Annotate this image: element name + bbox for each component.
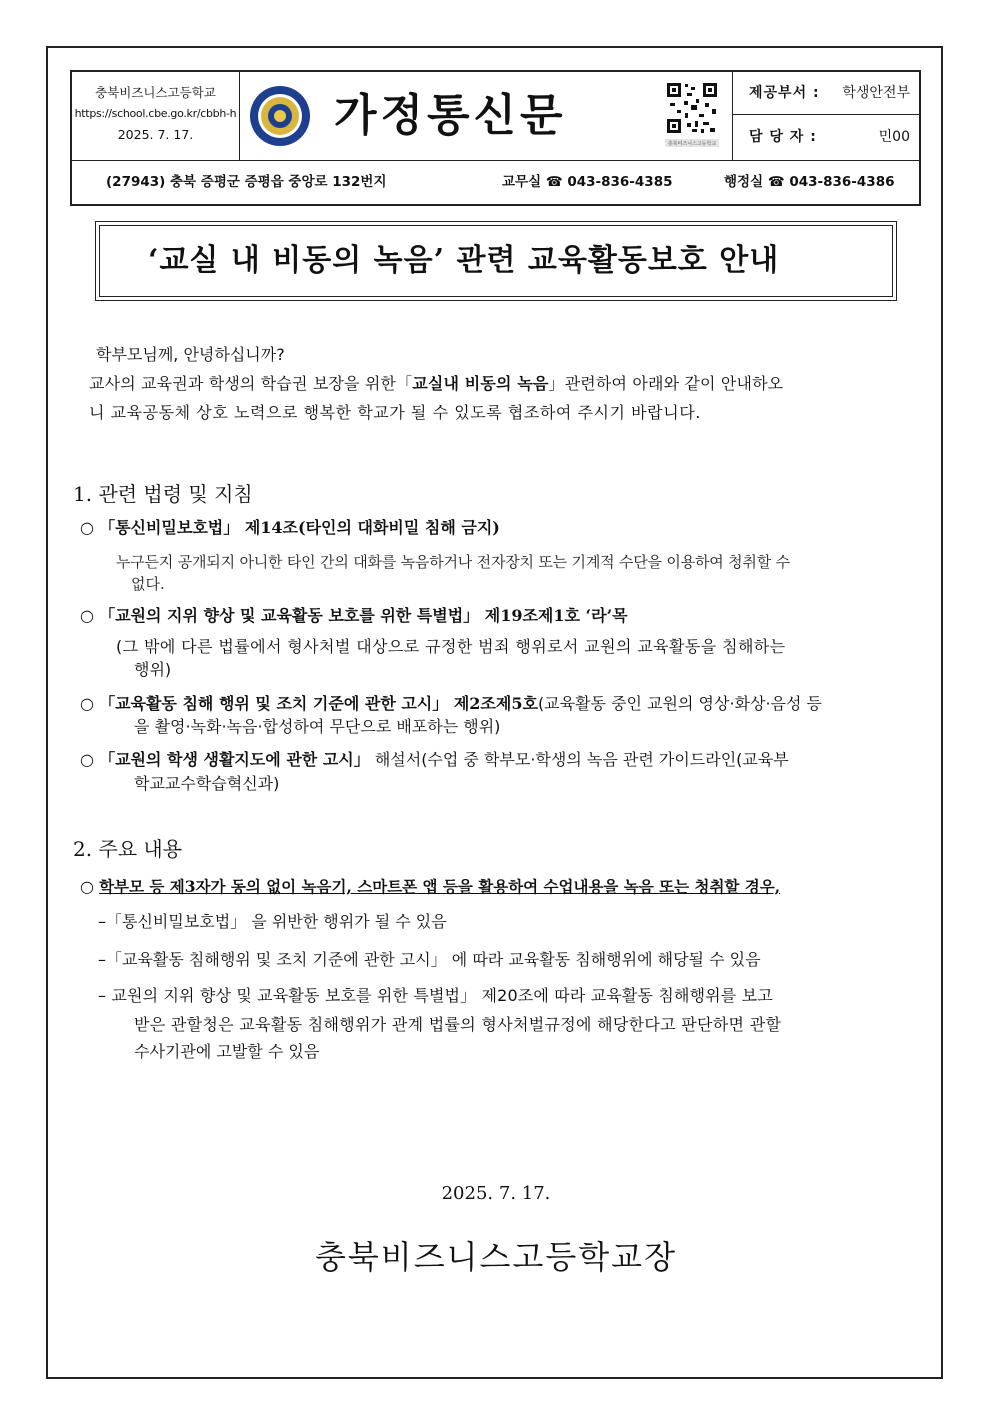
dash-item-cont: 수사기관에 고발할 수 있음 [134,1042,320,1061]
dash-item-cont: 받은 관할청은 교육활동 침해행위가 관계 법률의 형사처벌규정에 해당한다고 판단하면 관할 [134,1015,782,1034]
item-desc: 누구든지 공개되지 아니한 타인 간의 대화를 녹음하거나 전자장치 또는 기계적 수단을 이용하여 청취할 수 [116,553,790,571]
dept-row [733,72,920,115]
item-desc: 행위) [134,660,172,679]
section2-heading: 2. 주요 내용 [73,837,183,861]
dash-item: –「통신비밀보호법」 을 위반한 행위가 될 수 있음 [98,912,447,931]
qr-code-icon[interactable] [665,81,719,151]
department-box [732,72,920,160]
item-desc: 없다. [131,575,165,593]
footer-date: 2025. 7. 17. [441,1183,551,1204]
school-url[interactable]: https://school.cbe.go.kr/cbbh-h [74,107,237,120]
school-address: (27943) 충북 증평군 증평읍 중앙로 132번지 [106,174,387,190]
dash-item: –「교육활동 침해행위 및 조치 기준에 관한 고시」 에 따라 교육활동 침해행위에 해당될 수 있음 [98,950,761,969]
greeting: 학부모님께, 안녕하십니까? [96,345,285,364]
dept-label: 제공부서 : [749,85,820,101]
intro-line-2: 니 교육공동체 상호 노력으로 행복한 학교가 될 수 있도록 협조하여 주시기 바랍니다. [89,403,701,422]
list-item: ○ 「교원의 지위 향상 및 교육활동 보호를 위한 특별법」 제19조제1호 ‘라’목 [80,606,628,625]
intro-line-1: 교사의 교육권과 학생의 학습권 보장을 위한「교실내 비동의 녹음」관련하여 아래와 같이 안내하오 [89,374,784,393]
contact-row [72,161,919,204]
item-desc: 학교교수학습혁신과) [134,774,280,793]
doc-title: ‘교실 내 비동의 녹음’ 관련 교육활동보호 안내 [99,225,893,297]
principal-signature: 충북비즈니스고등학교장 [314,1238,678,1276]
school-logo-icon [248,84,312,148]
letter-header [70,70,921,206]
admin-phone: 행정실 ☎ 043-836-4386 [724,174,895,190]
issue-date: 2025. 7. 17. [117,127,194,142]
list-item: ○ 「교육활동 침해 행위 및 조치 기준에 관한 고시」 제2조제5호(교육활동 중인 교원의 영상·화상·음성 등 [80,694,822,713]
page-title: 가정통신문 [334,90,567,141]
manager-value: 민00 [878,129,910,145]
manager-label: 담 당 자 : [749,129,817,145]
office-phone: 교무실 ☎ 043-836-4385 [502,174,673,190]
manager-row [733,116,920,159]
list-item: ○ 「교원의 학생 생활지도에 관한 고시」 해설서(수업 중 학부모·학생의 녹음 관련 가이드라인(교육부 [80,750,789,769]
lead-item: ○ 학부모 등 제3자가 동의 없이 녹음기, 스마트폰 앱 등을 활용하여 수업내용을 녹음 또는 청취할 경우, [80,877,781,896]
list-item: ○ 「통신비밀보호법」 제14조(타인의 대화비밀 침해 금지) [80,518,500,537]
section1-heading: 1. 관련 법령 및 지침 [73,482,253,506]
school-info [72,72,240,160]
dept-value: 학생안전부 [842,85,910,101]
item-desc: (그 밖에 다른 법률에서 형사처벌 대상으로 규정한 범죄 행위로서 교원의 교육활동을 침해하는 [116,637,786,656]
doc-title-box [95,221,897,301]
item-desc: 을 촬영·녹화·녹음·합성하여 무단으로 배포하는 행위) [134,717,501,736]
school-name: 충북비즈니스고등학교 [95,85,216,100]
qr-caption: 충북비즈니스고등학교 [667,141,717,147]
dash-item: – 교원의 지위 향상 및 교육활동 보호를 위한 특별법」 제20조에 따라 교육활동 침해행위를 보고 [98,986,773,1005]
header-top-row [72,72,919,161]
